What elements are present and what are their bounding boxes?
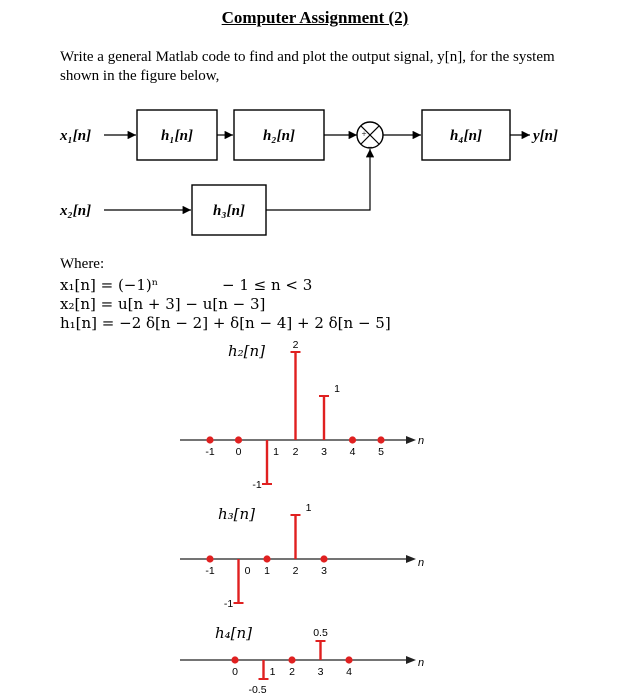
equation-x1: x₁[n] = (−1)ⁿ [60, 276, 159, 294]
plot2-tick-label: 2 [292, 565, 299, 577]
plot3-tick-label: 3 [317, 666, 324, 678]
x2-label: x₂[n] [60, 203, 92, 219]
plot1-tick-label: 4 [349, 446, 356, 458]
h4-label: h₄[n] [450, 128, 482, 144]
plot2-tick-label: 1 [264, 565, 270, 577]
plot1-title: h₂[n] [228, 342, 266, 360]
plot1-zero-point [235, 436, 242, 443]
plot3-xlabel: n [418, 657, 425, 669]
plot3-data-label: -0.5 [248, 684, 267, 696]
plot1-tick-label: 2 [292, 446, 299, 458]
plot1-xlabel: n [418, 435, 425, 447]
plot3-zero-point [288, 656, 295, 663]
plot2-zero-point [263, 555, 270, 562]
plot2-zero-point [206, 555, 213, 562]
plot3-zero-point [345, 656, 352, 663]
h1-label: h₁[n] [161, 128, 193, 144]
intro-text: Write a general Matlab code to find and plot the output signal, y[n], for the system shown in the figure below, [60, 49, 555, 84]
x1-label: x₁[n] [60, 128, 92, 144]
plot2-tick-label: 3 [321, 565, 327, 577]
plot1-tick-label: 0 [235, 446, 242, 458]
plot1-tick-label: -1 [205, 446, 215, 458]
plot1-axis-arrowhead [406, 436, 416, 444]
plot3-axis-arrowhead [406, 656, 416, 664]
plot3-tick-label: 2 [289, 666, 295, 678]
assignment-title: Computer Assignment (2) [221, 8, 409, 27]
plot1-tick-label: 1 [273, 446, 279, 458]
plot1-zero-point [206, 436, 213, 443]
plot2-title: h₃[n] [218, 505, 256, 523]
plot1-zero-point [377, 436, 384, 443]
plot3-title: h₄[n] [215, 624, 253, 642]
plot3-zero-point [231, 656, 238, 663]
h3-label: h₃[n] [213, 203, 245, 219]
plot3-tick-label: 1 [269, 666, 276, 678]
plot2-data-label: 1 [305, 502, 312, 514]
plot1-tick-label: 3 [321, 446, 327, 458]
plot1-zero-point [349, 436, 356, 443]
plot2-tick-label: -1 [205, 565, 215, 577]
plot1-data-label: 2 [292, 339, 299, 351]
where-label: Where: [60, 256, 105, 272]
plus-sign: + [361, 129, 367, 139]
plot3-data-label: 0.5 [313, 627, 328, 639]
plot1-data-label: 1 [334, 383, 340, 395]
plot2-axis-arrowhead [406, 555, 416, 563]
equation-x1-range: − 1 ≤ n < 3 [222, 276, 313, 294]
plot2-tick-label: 0 [244, 565, 251, 577]
equation-x2: x₂[n] = u[n + 3] − u[n − 3] [60, 295, 266, 313]
plot1-data-label: -1 [252, 479, 262, 491]
y-label: y[n] [533, 128, 558, 144]
plot3-tick-label: 4 [346, 666, 352, 678]
plot3-tick-label: 0 [232, 666, 238, 678]
plot2-zero-point [320, 555, 327, 562]
plot1-tick-label: 5 [378, 446, 384, 458]
h2-label: h₂[n] [263, 128, 295, 144]
plot2-data-label: -1 [223, 598, 234, 610]
minus-sign: − [367, 142, 373, 152]
plot2-xlabel: n [418, 557, 425, 569]
equation-h1: h₁[n] = −2 δ[n − 2] + δ[n − 4] + 2 δ[n − 5] [60, 314, 391, 332]
